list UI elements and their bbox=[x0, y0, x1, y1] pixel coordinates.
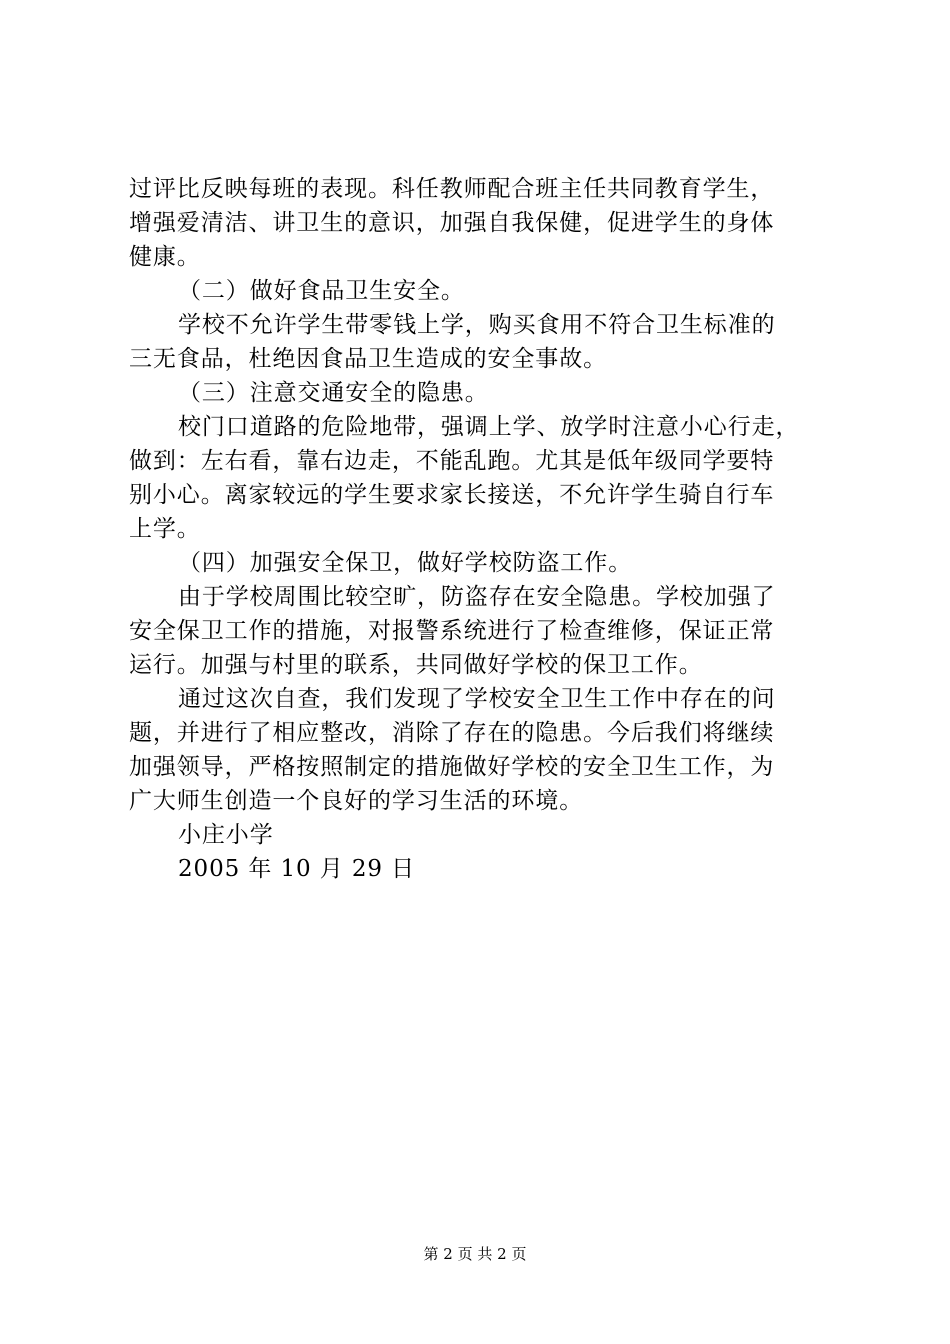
text-line: 过评比反映每班的表现。科任教师配合班主任共同教育学生， bbox=[129, 176, 775, 202]
page-footer: 第 2 页 共 2 页 bbox=[423, 1245, 527, 1263]
text-line: 别小心。离家较远的学生要求家长接送，不允许学生骑自行车 bbox=[129, 482, 775, 508]
text-line: 广大师生创造一个良好的学习生活的环境。 bbox=[129, 788, 584, 814]
text-line: 运行。加强与村里的联系，共同做好学校的保卫工作。 bbox=[129, 652, 703, 678]
text-line: 校门口道路的危险地带，强调上学、放学时注意小心行走， bbox=[178, 414, 800, 440]
text-line: （三）注意交通安全的隐患。 bbox=[178, 380, 489, 406]
text-line: 题，并进行了相应整改，消除了存在的隐患。今后我们将继续 bbox=[129, 720, 775, 746]
text-line: 上学。 bbox=[129, 516, 201, 542]
text-line: （二）做好食品卫生安全。 bbox=[178, 278, 465, 304]
text-line: 小庄小学 bbox=[178, 822, 274, 848]
text-line: 做到：左右看，靠右边走，不能乱跑。尤其是低年级同学要特 bbox=[129, 448, 775, 474]
text-line: 健康。 bbox=[129, 244, 201, 270]
text-line: 通过这次自查，我们发现了学校安全卫生工作中存在的问 bbox=[178, 686, 776, 712]
text-line: 加强领导，严格按照制定的措施做好学校的安全卫生工作，为 bbox=[129, 754, 775, 780]
text-line: 安全保卫工作的措施，对报警系统进行了检查维修，保证正常 bbox=[129, 618, 775, 644]
text-line: （四）加强安全保卫，做好学校防盗工作。 bbox=[178, 550, 633, 576]
text-line: 2005 年 10 月 29 日 bbox=[178, 856, 416, 882]
text-line: 学校不允许学生带零钱上学，购买食用不符合卫生标准的 bbox=[178, 312, 776, 338]
text-line: 三无食品，杜绝因食品卫生造成的安全事故。 bbox=[129, 346, 607, 372]
document-body bbox=[129, 172, 829, 886]
text-line: 由于学校周围比较空旷，防盗存在安全隐患。学校加强了 bbox=[178, 584, 776, 610]
text-line: 增强爱清洁、讲卫生的意识，加强自我保健，促进学生的身体 bbox=[129, 210, 775, 236]
